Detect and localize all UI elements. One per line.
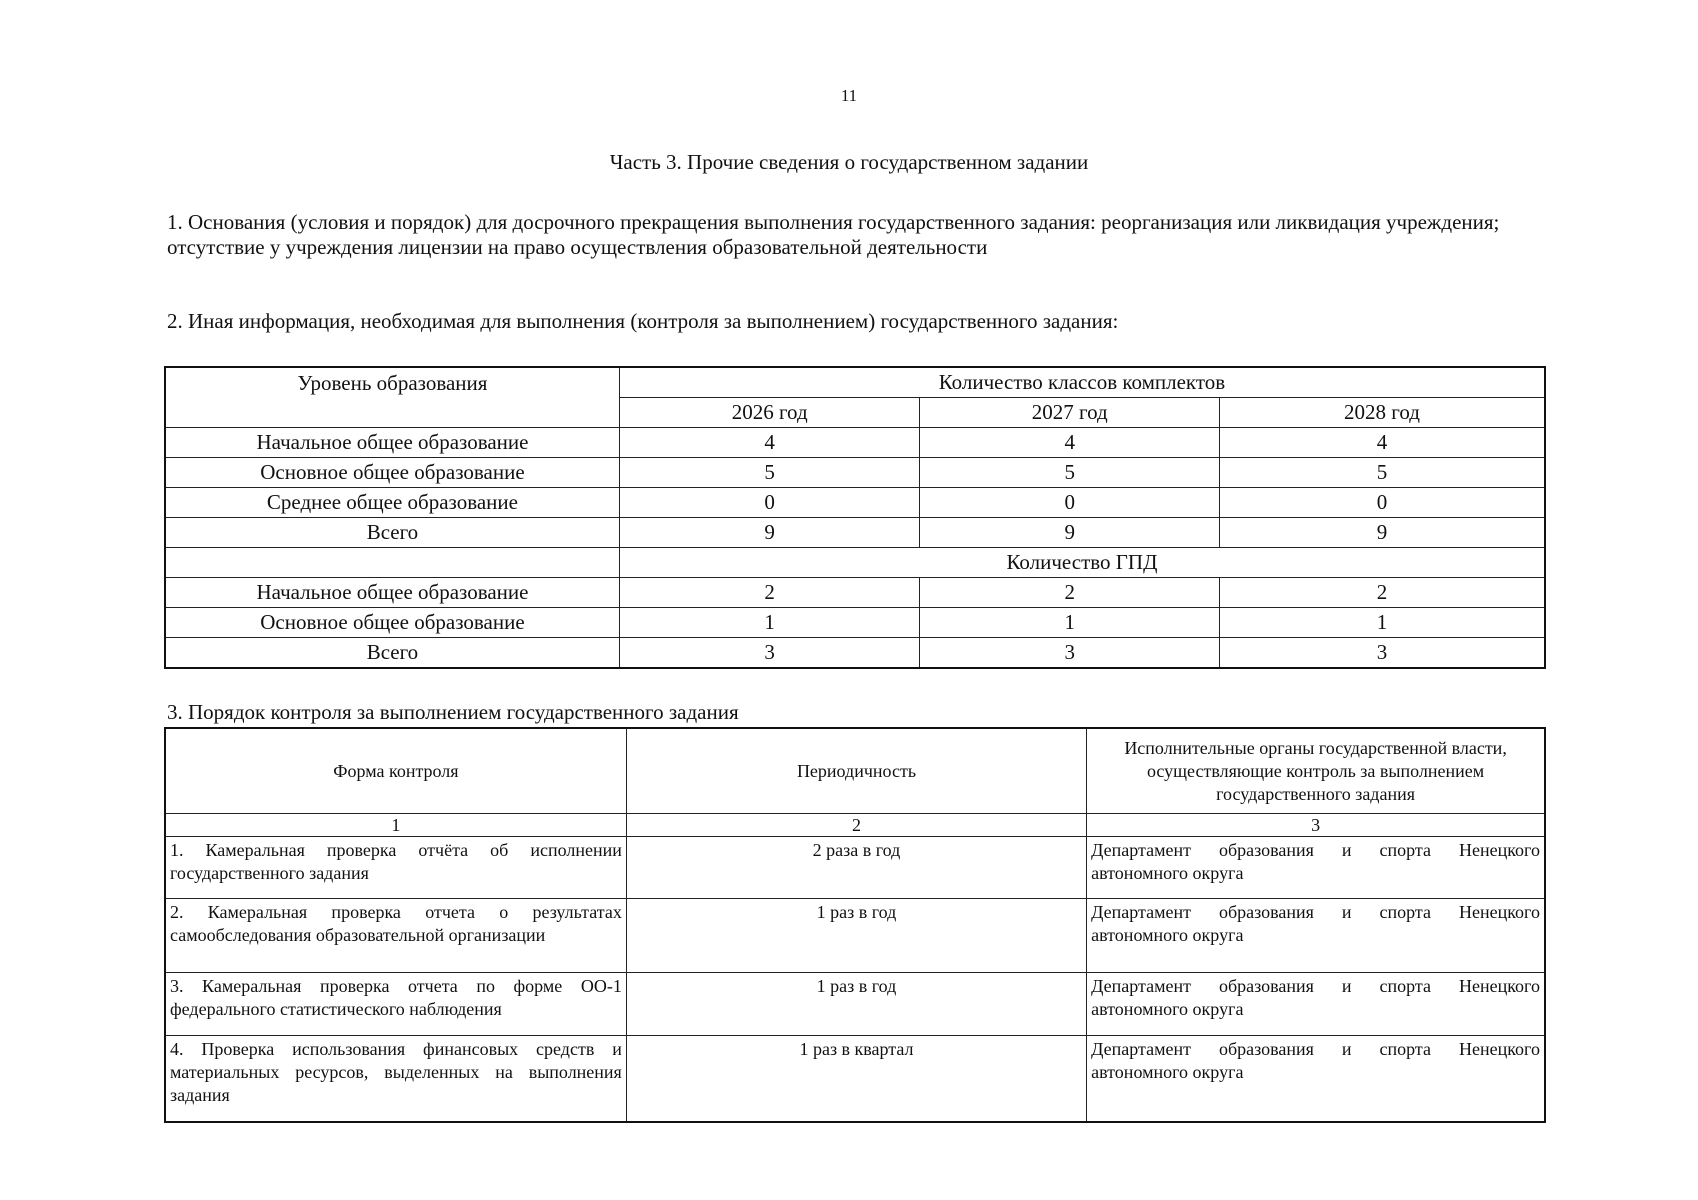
year-header: 2028 год xyxy=(1219,398,1545,428)
empty-cell xyxy=(165,548,619,578)
level-cell: Всего xyxy=(165,638,619,669)
level-cell: Начальное общее образование xyxy=(165,578,619,608)
column-number: 2 xyxy=(626,814,1086,837)
form-cell: 3. Камеральная проверка отчета по форме ОО-1 федерального статистического наблюдения xyxy=(165,973,626,1036)
level-cell: Основное общее образование xyxy=(165,458,619,488)
value-cell: 4 xyxy=(920,428,1220,458)
table-row xyxy=(165,638,1545,669)
value-cell: 9 xyxy=(1219,518,1545,548)
period-cell: 1 раз в год xyxy=(626,899,1086,973)
column-number: 1 xyxy=(165,814,626,837)
period-cell: 1 раз в год xyxy=(626,973,1086,1036)
classes-header: Количество классов комплектов xyxy=(619,367,1545,398)
period-cell: 2 раза в год xyxy=(626,837,1086,899)
period-header: Периодичность xyxy=(626,728,1086,814)
part-title: Часть 3. Прочие сведения о государственном задании xyxy=(609,150,1089,174)
section-1-text: 1. Основания (условия и порядок) для досрочного прекращения выполнения государственного задания: реорганизация или ликвидация учреждения; отсутствие у учреждения лицензии на право осуществления образовательной деятельности xyxy=(167,210,1500,259)
form-header: Форма контроля xyxy=(165,728,626,814)
section-3-title: 3. Порядок контроля за выполнением государственного задания xyxy=(167,700,739,724)
form-cell: 4. Проверка использования финансовых средств и материальных ресурсов, выделенных на выполнения задания xyxy=(165,1036,626,1122)
level-cell: Среднее общее образование xyxy=(165,488,619,518)
control-table xyxy=(164,727,1546,1123)
table-row xyxy=(165,578,1545,608)
value-cell: 1 xyxy=(1219,608,1545,638)
value-cell: 1 xyxy=(920,608,1220,638)
value-cell: 3 xyxy=(920,638,1220,669)
value-cell: 5 xyxy=(1219,458,1545,488)
year-header: 2026 год xyxy=(619,398,920,428)
value-cell: 9 xyxy=(920,518,1220,548)
value-cell: 3 xyxy=(1219,638,1545,669)
table-row xyxy=(165,518,1545,548)
value-cell: 2 xyxy=(920,578,1220,608)
value-cell: 0 xyxy=(1219,488,1545,518)
value-cell: 2 xyxy=(619,578,920,608)
value-cell: 5 xyxy=(920,458,1220,488)
level-header: Уровень образования xyxy=(165,367,619,428)
authority-header: Исполнительные органы государственной власти, осуществляющие контроль за выполнением государственного задания xyxy=(1087,728,1545,814)
year-header: 2027 год xyxy=(920,398,1220,428)
page-number: 11 xyxy=(840,86,858,105)
table-row xyxy=(165,973,1545,1036)
form-cell: 2. Камеральная проверка отчета о результатах самообследования образовательной организации xyxy=(165,899,626,973)
table-row xyxy=(165,458,1545,488)
level-cell: Основное общее образование xyxy=(165,608,619,638)
table-row xyxy=(165,1036,1545,1122)
authority-cell: Департамент образования и спорта Ненецкого автономного округа xyxy=(1087,1036,1545,1122)
value-cell: 2 xyxy=(1219,578,1545,608)
table-row xyxy=(165,608,1545,638)
level-cell: Всего xyxy=(165,518,619,548)
classes-table xyxy=(164,366,1546,669)
table-row xyxy=(165,837,1545,899)
value-cell: 0 xyxy=(920,488,1220,518)
authority-cell: Департамент образования и спорта Ненецкого автономного округа xyxy=(1087,837,1545,899)
value-cell: 0 xyxy=(619,488,920,518)
value-cell: 9 xyxy=(619,518,920,548)
period-cell: 1 раз в квартал xyxy=(626,1036,1086,1122)
authority-cell: Департамент образования и спорта Ненецкого автономного округа xyxy=(1087,973,1545,1036)
authority-cell: Департамент образования и спорта Ненецкого автономного округа xyxy=(1087,899,1545,973)
section-2-title: 2. Иная информация, необходимая для выполнения (контроля за выполнением) государственного задания: xyxy=(167,309,1119,333)
value-cell: 3 xyxy=(619,638,920,669)
value-cell: 4 xyxy=(1219,428,1545,458)
table-row xyxy=(165,428,1545,458)
value-cell: 4 xyxy=(619,428,920,458)
column-number: 3 xyxy=(1087,814,1545,837)
value-cell: 1 xyxy=(619,608,920,638)
level-cell: Начальное общее образование xyxy=(165,428,619,458)
value-cell: 5 xyxy=(619,458,920,488)
table-row xyxy=(165,899,1545,973)
table-row xyxy=(165,488,1545,518)
form-cell: 1. Камеральная проверка отчёта об исполнении государственного задания xyxy=(165,837,626,899)
gpd-header: Количество ГПД xyxy=(619,548,1545,578)
